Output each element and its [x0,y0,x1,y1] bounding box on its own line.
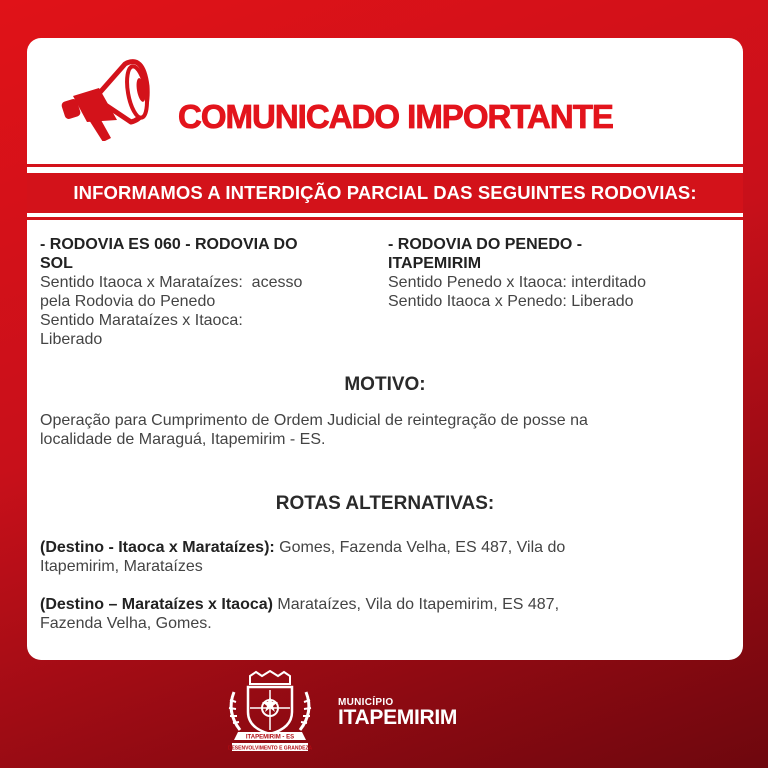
route-item [40,538,730,576]
road-detail-line: Sentido Marataízes x Itaoca: [40,312,243,329]
megaphone-icon [57,46,157,141]
road-detail-line: Liberado [40,331,103,348]
brand-municipio: MUNICÍPIO [338,697,394,708]
rotas-title: ROTAS ALTERNATIVAS: [275,493,495,514]
route-stops: Gomes, Fazenda Velha, ES 487, Vila do [274,539,566,556]
municipal-crest [220,670,320,752]
motivo-line: localidade de Maraguá, Itapemirim - ES. [40,431,326,448]
crest-motto-text: DESENVOLVIMENTO E GRANDEZA [227,745,313,752]
route-label: (Destino – Marataízes x Itaoca) [40,596,273,613]
road-heading-line: SOL [40,255,73,272]
route-label: (Destino - Itaoca x Marataízes): [40,539,275,556]
route-item [40,595,730,633]
brand-itapemirim: ITAPEMIRIM [338,706,458,729]
road-detail-line: Sentido Itaoca x Penedo: Liberado [388,293,634,310]
banner [27,173,743,213]
road-heading-line: - RODOVIA DO PENEDO - [388,236,583,253]
road-heading-line: ITAPEMIRIM [388,255,482,272]
route-stops: Fazenda Velha, Gomes. [40,615,212,632]
page-title: COMUNICADO IMPORTANTE [178,98,613,135]
crest-ribbon-text: ITAPEMIRIM - ES [245,734,295,741]
route-stops: Itapemirim, Marataízes [40,558,203,575]
divider-bottom [27,217,743,220]
road-detail-line: Sentido Itaoca x Marataízes: acesso [40,274,303,291]
motivo-line: Operação para Cumprimento de Ordem Judicial de reintegração de posse na [40,412,588,429]
notice-card [27,38,743,660]
road-block-penedo [388,235,718,311]
road-heading-line: - RODOVIA ES 060 - RODOVIA DO [40,236,298,253]
motivo-title: MOTIVO: [344,374,426,395]
banner-text: INFORMAMOS A INTERDIÇÃO PARCIAL DAS SEGUINTES RODOVIAS: [73,182,697,203]
divider-top [27,164,743,167]
road-detail-line: Sentido Penedo x Itaoca: interditado [388,274,646,291]
footer-brand [220,670,520,760]
route-stops: Marataízes, Vila do Itapemirim, ES 487, [272,596,560,613]
motivo-text [40,411,730,449]
road-detail-line: pela Rodovia do Penedo [40,293,216,310]
road-block-es060 [40,235,360,349]
